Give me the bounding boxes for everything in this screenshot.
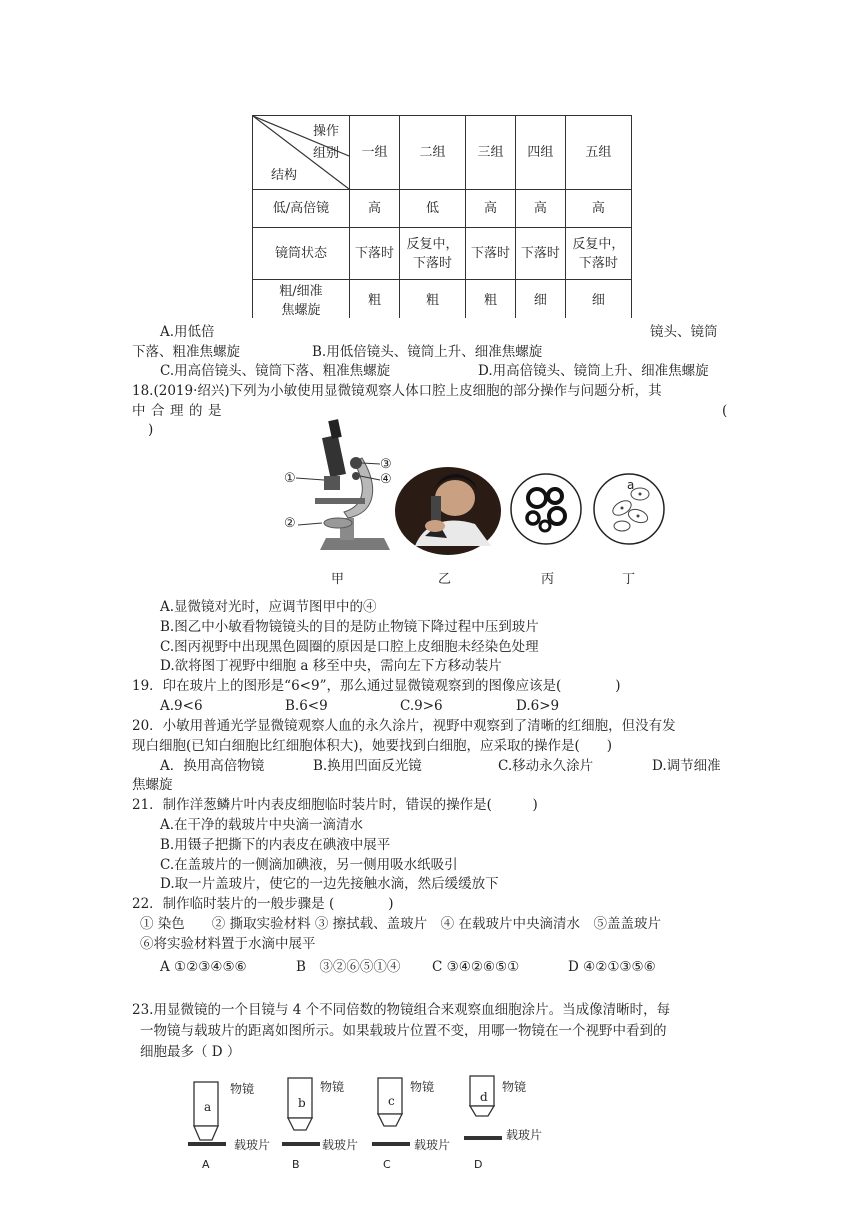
fig-label-yi: 乙 <box>438 572 452 587</box>
fig-label-jia: 甲 <box>331 572 345 587</box>
lens-d-drawing <box>464 1074 504 1148</box>
fig-a-label: A <box>202 1158 210 1171</box>
lens-label: 物镜 <box>320 1080 345 1094</box>
q20-option-c: C.移动永久涂片 <box>498 758 594 774</box>
cell: 高 <box>515 190 565 228</box>
slide-label: 载玻片 <box>234 1138 271 1152</box>
cell: 下落时 <box>515 228 565 280</box>
slide-label: 载玻片 <box>414 1138 451 1152</box>
q20-option-b: B.换用凹面反光镜 <box>313 758 422 774</box>
q17-option-a: A.用低倍 <box>160 324 215 340</box>
cell: 反复中， 下落时 <box>399 228 465 280</box>
group-header: 一组 <box>350 116 400 190</box>
lens-b-drawing <box>282 1076 322 1150</box>
lens-c-label: c <box>388 1094 395 1108</box>
group-header: 五组 <box>565 116 631 190</box>
q21-option-b: B.用镊子把撕下的内表皮在碘液中展平 <box>160 837 391 853</box>
q19-option-d: D.6>9 <box>516 698 560 714</box>
row-label: 低/高倍镜 <box>253 190 350 228</box>
slide-label: 载玻片 <box>506 1128 543 1142</box>
cell: 粗 <box>350 280 400 322</box>
fig-label-ding: 丁 <box>622 572 636 587</box>
q22-steps-cont: ⑥将实验材料置于水滴中展平 <box>140 936 316 952</box>
q19-option-c: C.9>6 <box>400 698 443 714</box>
marker-4: ④ <box>380 472 392 487</box>
cell-a-label: a <box>627 478 635 492</box>
q19-option-a: A.9<6 <box>160 698 203 714</box>
header-group: 组别 <box>312 146 339 161</box>
q23-stem-end: 细胞最多（ D ） <box>140 1044 241 1060</box>
q21-option-d: D.取一片盖玻片，使它的一边先接触水滴，然后缓缓放下 <box>160 876 499 892</box>
q20-option-d-cont: 焦螺旋 <box>132 777 173 793</box>
lens-a-label: a <box>204 1100 212 1114</box>
q17-option-b: B.用低倍镜头、镜筒上升、细准焦螺旋 <box>312 344 543 360</box>
row-label: 粗/细准 焦螺旋 <box>253 280 350 322</box>
q18-stem: 18.(2019·绍兴)下列为小敏使用显微镜观察人体口腔上皮细胞的部分操作与问题分析，其 <box>132 383 662 399</box>
q17-option-c: C.用高倍镜头、镜筒下落、粗准焦螺旋 <box>160 363 391 379</box>
lens-d-label: d <box>480 1090 488 1104</box>
q18-option-d: D.欲将图丁视野中细胞 a 移至中央，需向左下方移动装片 <box>160 658 502 674</box>
q23-stem-cont: 一物镜与载玻片的距离如图所示。如果载玻片位置不变，用哪一物镜在一个视野中看到的 <box>140 1023 667 1039</box>
row-label: 镜筒状态 <box>253 228 350 280</box>
marker-2: ② <box>284 516 296 531</box>
q21-option-a: A.在干净的载玻片中央滴一滴清水 <box>160 817 364 833</box>
lens-label: 物镜 <box>410 1080 435 1094</box>
q22-option-d: D ④②①③⑤⑥ <box>568 959 656 975</box>
q18-option-c: C.图丙视野中出现黑色圆圈的原因是口腔上皮细胞未经染色处理 <box>160 639 539 655</box>
operations-table <box>252 115 632 322</box>
header-operation: 操作 <box>312 124 339 139</box>
lens-c-drawing <box>372 1076 412 1150</box>
group-header: 三组 <box>466 116 516 190</box>
lens-label: 物镜 <box>230 1082 255 1096</box>
slide-label: 载玻片 <box>322 1138 359 1152</box>
q17-option-a-rest: 镜头、镜筒 <box>650 324 718 340</box>
table-row <box>253 190 632 228</box>
cell: 下落时 <box>466 228 516 280</box>
cell: 高 <box>350 190 400 228</box>
person-photo <box>395 466 501 556</box>
lens-label: 物镜 <box>502 1080 527 1094</box>
group-header: 二组 <box>399 116 465 190</box>
table-overlap-mask <box>228 318 643 342</box>
q21-option-c: C.在盖玻片的一侧滴加碘液，另一侧用吸水纸吸引 <box>160 857 458 873</box>
cell: 下落时 <box>350 228 400 280</box>
fig-b-label: B <box>292 1158 300 1171</box>
microscope-figure <box>280 418 400 558</box>
fig-c-label: C <box>383 1158 391 1171</box>
fig-label-bing: 丙 <box>541 572 555 587</box>
header-structure: 结构 <box>271 168 298 183</box>
objective-lens-figure <box>188 1074 578 1174</box>
q18-paren-close: ) <box>148 422 154 438</box>
cell: 低 <box>399 190 465 228</box>
cell: 粗 <box>399 280 465 322</box>
q20-stem-cont: 现白细胞(已知白细胞比红细胞体积大)，她要找到白细胞，应采取的操作是( ) <box>132 738 613 754</box>
q18-paren: ( <box>722 403 728 419</box>
q22-option-b: B ③②⑥⑤①④ <box>296 959 401 975</box>
q22-stem: 22．制作临时装片的一般步骤是 ( ) <box>132 896 394 912</box>
cell: 高 <box>466 190 516 228</box>
lens-b-label: b <box>298 1096 306 1110</box>
table-row <box>253 228 632 280</box>
table-row <box>253 280 632 322</box>
cell: 粗 <box>466 280 516 322</box>
q20-stem: 20．小敏用普通光学显微镜观察人血的永久涂片，视野中观察到了清晰的红细胞，但没有发 <box>132 718 676 734</box>
q17-option-a-cont: 下落、粗准焦螺旋 <box>132 344 240 360</box>
q18-option-b: B.图乙中小敏看物镜镜头的目的是防止物镜下降过程中压到玻片 <box>160 619 539 635</box>
q17-option-d: D.用高倍镜头、镜筒上升、细准焦螺旋 <box>478 363 709 379</box>
cell: 反复中， 下落时 <box>565 228 631 280</box>
q18-option-a: A.显微镜对光时，应调节图甲中的④ <box>160 599 377 615</box>
q19-stem: 19．印在玻片上的图形是“6<9”，那么通过显微镜观察到的图像应该是( ) <box>132 678 621 694</box>
q21-stem: 21．制作洋葱鳞片叶内表皮细胞临时装片时，错误的操作是( ) <box>132 797 538 813</box>
group-header: 四组 <box>515 116 565 190</box>
q19-option-b: B.6<9 <box>285 698 328 714</box>
marker-1: ① <box>284 471 296 486</box>
q23-stem: 23.用显微镜的一个目镜与 4 个不同倍数的物镜组合来观察血细胞涂片。当成像清晰时，每 <box>132 1002 671 1018</box>
lens-a-drawing <box>188 1080 228 1150</box>
q20-option-d: D.调节细准 <box>652 758 721 774</box>
cell: 细 <box>515 280 565 322</box>
fig-d-label: D <box>474 1158 483 1171</box>
cell: 高 <box>565 190 631 228</box>
q18-stem-cont: 中 合 理 的 是 <box>132 403 223 419</box>
cell: 细 <box>565 280 631 322</box>
table-diagonal-header <box>253 116 350 190</box>
q22-option-a: A ①②③④⑤⑥ <box>160 959 247 975</box>
q22-option-c: C ③④②⑥⑤① <box>432 959 520 975</box>
q20-option-a: A．换用高倍物镜 <box>160 758 265 774</box>
q22-steps: ① 染色 ② 撕取实验材料 ③ 擦拭载、盖玻片 ④ 在载玻片中央滴清水 ⑤盖盖玻片 <box>140 916 661 932</box>
marker-3: ③ <box>380 457 392 472</box>
field-of-view-bing <box>509 472 583 546</box>
